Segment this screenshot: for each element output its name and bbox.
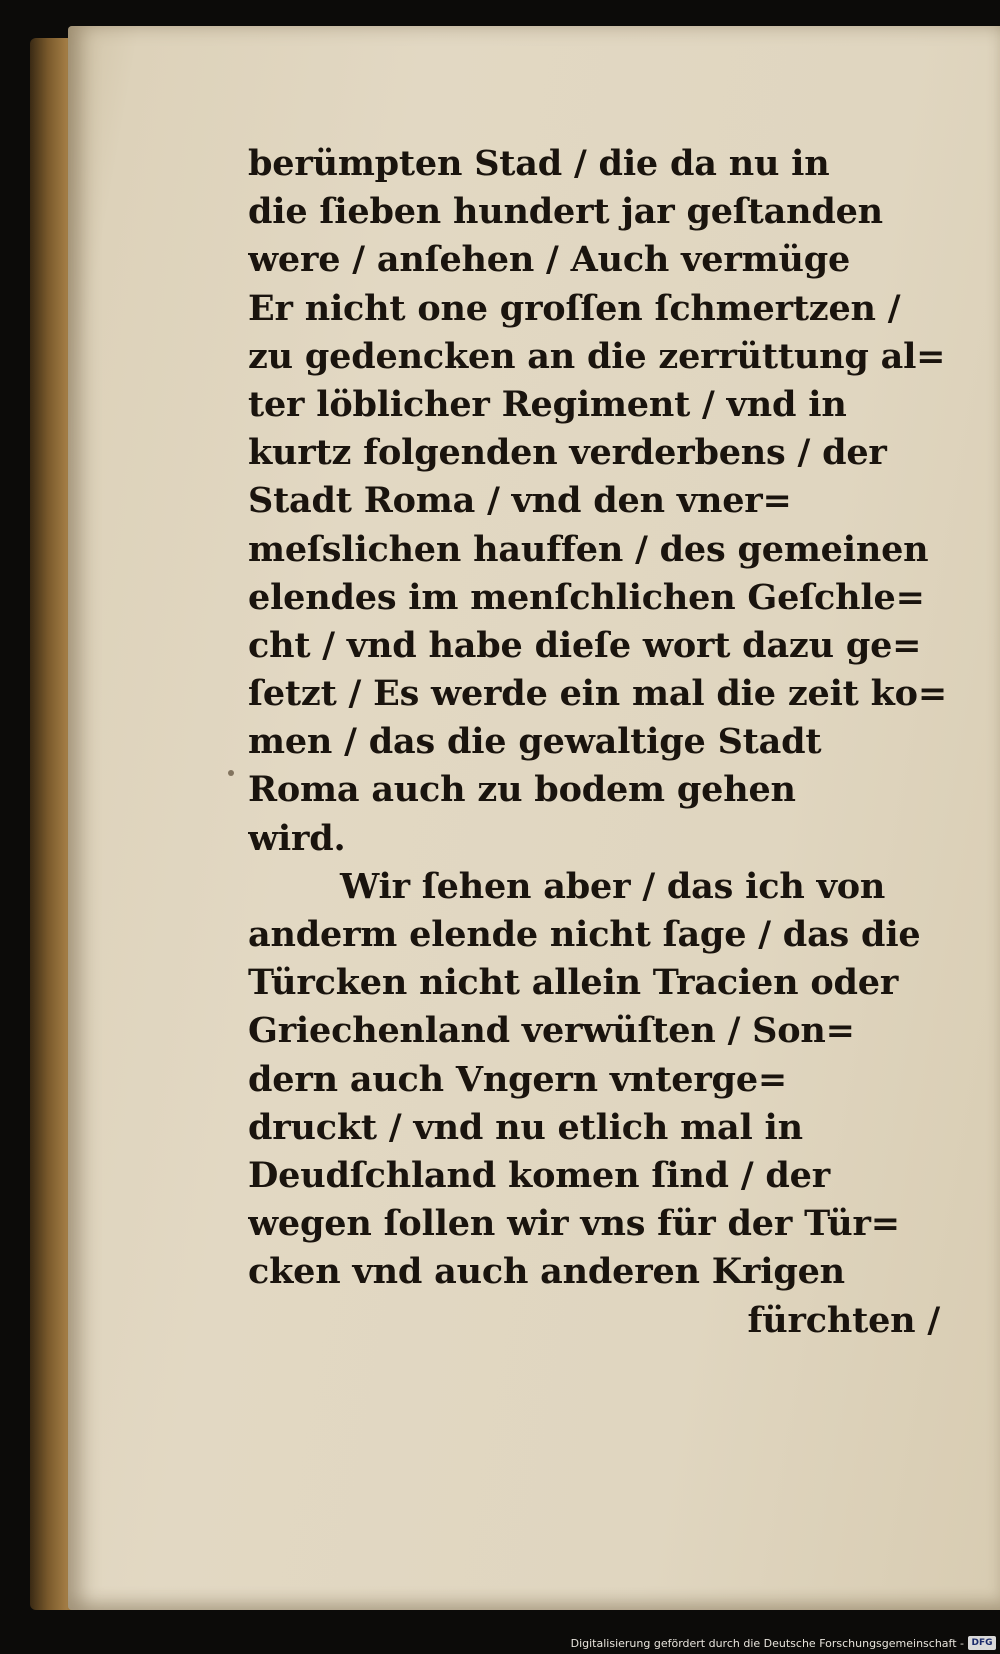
text-line: elendes im menſchlichen Geſchle= [248, 576, 925, 618]
digitization-credit: Digitalisierung gefördert durch die Deutsche Forschungsgemeinschaft - [570, 1637, 964, 1650]
text-line: druckt / vnd nu etlich mal in [248, 1106, 803, 1148]
text-line: meſslichen hauffen / des gemeinen [248, 528, 929, 570]
text-line: men / das die gewaltige Stadt [248, 721, 822, 763]
text-line: die ſieben hundert jar geſtanden [248, 191, 883, 233]
text-line: wird. [248, 817, 346, 859]
text-line: ſetzt / Es werde ein mal die zeit ko= [248, 673, 947, 715]
text-line: berümpten Stad / die da nu in [248, 143, 830, 184]
text-line: anderm elende nicht ſage / das die [248, 914, 921, 955]
catchword: fürchten / [747, 1299, 940, 1341]
text-line: Stadt Roma / vnd den vner= [248, 480, 792, 522]
dfg-logo: DFG [968, 1636, 996, 1650]
text-line: dern auch Vngern vnterge= [248, 1058, 788, 1100]
footer-bar [0, 1612, 1000, 1654]
text-line: were / anſehen / Auch vermüge [248, 239, 851, 281]
text-line: Griechenland verwüſten / Son= [248, 1010, 855, 1052]
text-line: kurtz folgenden verderbens / der [248, 432, 887, 474]
text-line: cken vnd auch anderen Krigen [248, 1251, 845, 1293]
text-line: cht / vnd habe dieſe wort dazu ge= [248, 624, 922, 666]
text-line: wegen ſollen wir vns für der Tür= [248, 1203, 900, 1245]
text-line: Türcken nicht allein Tracien oder [248, 962, 899, 1004]
paragraph-start-line: Wir ſehen aber / das ich von [340, 865, 886, 907]
page-text-block [248, 140, 968, 1345]
text-line: Deudſchland komen ſind / der [248, 1154, 830, 1196]
text-line: ter löblicher Regiment / vnd in [248, 383, 847, 425]
ink-stain [228, 770, 234, 776]
text-line: zu gedencken an die zerrüttung al= [248, 335, 946, 377]
text-line: Roma auch zu bodem gehen [248, 769, 796, 811]
text-line: Er nicht one groſſen ſchmertzen / [248, 287, 901, 329]
